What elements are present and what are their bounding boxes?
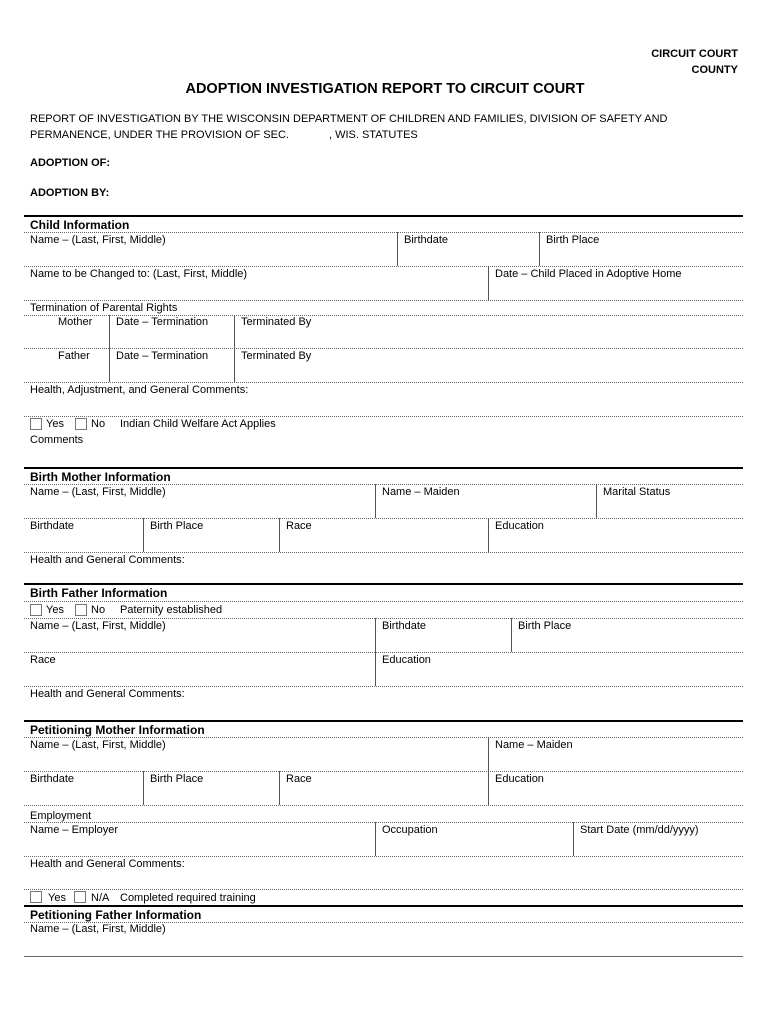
bm-marital-field[interactable]: Marital Status	[603, 486, 671, 498]
birth-father-section-title: Birth Father Information	[30, 586, 168, 600]
paternity-yes-label: Yes	[46, 604, 64, 616]
pf-name-field[interactable]: Name – (Last, First, Middle)	[30, 923, 166, 935]
divider	[375, 652, 376, 686]
divider	[397, 232, 398, 266]
mother-terminated-by-field[interactable]: Terminated By	[241, 316, 312, 328]
divider	[24, 552, 743, 553]
icwa-no-label: No	[91, 418, 106, 430]
divider	[109, 315, 110, 348]
divider	[24, 266, 743, 267]
bm-race-field[interactable]: Race	[286, 520, 312, 532]
court-header	[651, 46, 738, 78]
bm-education-field[interactable]: Education	[495, 520, 544, 532]
icwa-yes-label: Yes	[46, 418, 64, 430]
child-section-title: Child Information	[30, 218, 130, 232]
intro-line-2b: , WIS. STATUTES	[328, 129, 418, 141]
bm-name-field[interactable]: Name – (Last, First, Middle)	[30, 486, 166, 498]
divider	[375, 618, 376, 652]
page-title: ADOPTION INVESTIGATION REPORT TO CIRCUIT COURT	[185, 81, 585, 97]
mother-termination-date-field[interactable]: Date – Termination	[116, 316, 209, 328]
divider	[375, 822, 376, 856]
pm-name-field[interactable]: Name – (Last, First, Middle)	[30, 739, 166, 751]
divider	[488, 771, 489, 805]
child-placed-date-field[interactable]: Date – Child Placed in Adoptive Home	[495, 268, 682, 280]
divider	[24, 300, 743, 301]
pm-race-field[interactable]: Race	[286, 773, 312, 785]
intro-text	[30, 111, 668, 143]
divider	[24, 232, 743, 233]
adoption-by-label: ADOPTION BY:	[30, 187, 110, 199]
pm-start-date-field[interactable]: Start Date (mm/dd/yyyy)	[580, 824, 699, 836]
pm-education-field[interactable]: Education	[495, 773, 544, 785]
divider	[24, 618, 743, 619]
bf-birthplace-field[interactable]: Birth Place	[518, 620, 572, 632]
bm-maiden-field[interactable]: Name – Maiden	[382, 486, 460, 498]
pm-employment-label: Employment	[30, 810, 92, 822]
intro-line-2	[30, 127, 668, 143]
divider	[24, 686, 743, 687]
birth-father-section-rule	[24, 583, 743, 585]
training-na-checkbox[interactable]	[74, 891, 86, 903]
divider	[24, 805, 743, 806]
icwa-comments-field[interactable]: Comments	[30, 434, 84, 446]
bm-health-field[interactable]: Health and General Comments:	[30, 554, 185, 566]
child-section-rule	[24, 215, 743, 217]
training-label: Completed required training	[120, 892, 256, 904]
divider	[488, 737, 489, 771]
tpr-father-label: Father	[58, 350, 90, 362]
divider	[375, 484, 376, 518]
pm-health-field[interactable]: Health and General Comments:	[30, 858, 185, 870]
pet-father-section-rule	[24, 905, 743, 907]
bf-race-field[interactable]: Race	[30, 654, 56, 666]
divider	[109, 348, 110, 382]
divider	[488, 266, 489, 300]
father-termination-date-field[interactable]: Date – Termination	[116, 350, 209, 362]
paternity-no-label: No	[91, 604, 106, 616]
divider	[24, 889, 743, 890]
intro-line-2a: PERMANENCE, UNDER THE PROVISION OF SEC.	[30, 129, 289, 141]
pm-birthplace-field[interactable]: Birth Place	[150, 773, 204, 785]
intro-line-1: REPORT OF INVESTIGATION BY THE WISCONSIN DEPARTMENT OF CHILDREN AND FAMILIES, DIVISION OF SAFETY AND	[30, 113, 668, 125]
icwa-no-checkbox[interactable]	[75, 418, 87, 430]
birth-mother-section-title: Birth Mother Information	[30, 470, 171, 484]
pm-employer-field[interactable]: Name – Employer	[30, 824, 119, 836]
circuit-court-label: CIRCUIT COURT	[651, 48, 738, 60]
training-na-label: N/A	[91, 892, 110, 904]
training-yes-checkbox[interactable]	[30, 891, 42, 903]
divider	[24, 416, 743, 417]
divider	[24, 601, 743, 602]
pm-birthdate-field[interactable]: Birthdate	[30, 773, 75, 785]
divider	[24, 348, 743, 349]
divider	[24, 956, 743, 957]
divider	[573, 822, 574, 856]
child-birthdate-field[interactable]: Birthdate	[404, 234, 449, 246]
divider	[596, 484, 597, 518]
divider	[143, 518, 144, 552]
child-birthplace-field[interactable]: Birth Place	[546, 234, 600, 246]
child-new-name-field[interactable]: Name to be Changed to: (Last, First, Middle)	[30, 268, 248, 280]
child-health-comments-field[interactable]: Health, Adjustment, and General Comments:	[30, 384, 249, 396]
divider	[24, 382, 743, 383]
birth-mother-section-rule	[24, 467, 743, 469]
bf-birthdate-field[interactable]: Birthdate	[382, 620, 427, 632]
divider	[24, 518, 743, 519]
divider	[24, 822, 743, 823]
divider	[539, 232, 540, 266]
bf-health-field[interactable]: Health and General Comments:	[30, 688, 185, 700]
divider	[143, 771, 144, 805]
divider	[24, 856, 743, 857]
paternity-label: Paternity established	[120, 604, 223, 616]
training-yes-label: Yes	[48, 892, 66, 904]
tpr-mother-label: Mother	[58, 316, 93, 328]
bf-education-field[interactable]: Education	[382, 654, 431, 666]
paternity-yes-checkbox[interactable]	[30, 604, 42, 616]
father-terminated-by-field[interactable]: Terminated By	[241, 350, 312, 362]
bf-name-field[interactable]: Name – (Last, First, Middle)	[30, 620, 166, 632]
pet-mother-section-rule	[24, 720, 743, 722]
divider	[279, 771, 280, 805]
county-label: COUNTY	[691, 64, 738, 76]
child-name-field[interactable]: Name – (Last, First, Middle)	[30, 234, 166, 246]
icwa-label: Indian Child Welfare Act Applies	[120, 418, 276, 430]
bm-birthdate-field[interactable]: Birthdate	[30, 520, 75, 532]
icwa-yes-checkbox[interactable]	[30, 418, 42, 430]
adoption-of-label: ADOPTION OF:	[30, 157, 111, 169]
divider	[24, 737, 743, 738]
bm-birthplace-field[interactable]: Birth Place	[150, 520, 204, 532]
divider	[279, 518, 280, 552]
pm-occupation-field[interactable]: Occupation	[382, 824, 438, 836]
paternity-no-checkbox[interactable]	[75, 604, 87, 616]
divider	[511, 618, 512, 652]
pet-mother-section-title: Petitioning Mother Information	[30, 723, 205, 737]
tpr-label: Termination of Parental Rights	[30, 302, 178, 314]
divider	[24, 771, 743, 772]
divider	[24, 484, 743, 485]
pet-father-section-title: Petitioning Father Information	[30, 908, 202, 922]
divider	[488, 518, 489, 552]
pm-maiden-field[interactable]: Name – Maiden	[495, 739, 573, 751]
divider	[24, 652, 743, 653]
